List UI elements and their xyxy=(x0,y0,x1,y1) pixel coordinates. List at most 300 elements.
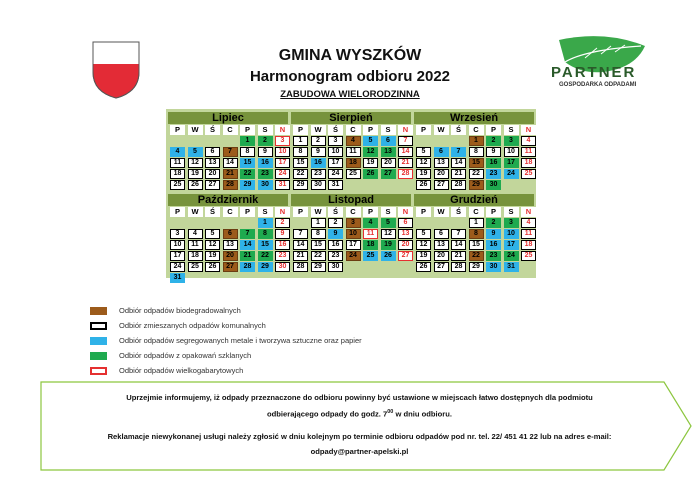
weekday-header: P xyxy=(486,125,501,135)
coat-of-arms-logo xyxy=(91,40,141,100)
day-cell: 17 xyxy=(275,158,290,168)
legend xyxy=(90,303,362,378)
day-cell: 2 xyxy=(258,136,273,146)
weekday-header: W xyxy=(434,125,449,135)
day-cell: 3 xyxy=(170,229,185,239)
empty-cell xyxy=(223,273,238,283)
legend-label: Odbiór odpadów biodegradowalnych xyxy=(119,306,241,315)
day-cell: 27 xyxy=(205,180,220,190)
day-cell: 22 xyxy=(258,251,273,261)
weekday-header: P xyxy=(293,207,308,217)
day-cell: 4 xyxy=(346,136,361,146)
day-cell: 22 xyxy=(469,251,484,261)
legend-item xyxy=(90,363,362,378)
month-august xyxy=(291,112,411,190)
day-cell: 28 xyxy=(293,262,308,272)
weekday-header: Ś xyxy=(205,207,220,217)
weekday-header: N xyxy=(398,125,413,135)
day-cell: 11 xyxy=(363,229,378,239)
day-cell: 21 xyxy=(293,251,308,261)
day-cell: 2 xyxy=(328,218,343,228)
weekday-header: P xyxy=(170,125,185,135)
day-cell: 19 xyxy=(416,251,431,261)
day-cell: 23 xyxy=(258,169,273,179)
day-cell: 5 xyxy=(381,218,396,228)
notice-text xyxy=(52,390,667,459)
day-cell: 24 xyxy=(328,169,343,179)
day-cell: 25 xyxy=(170,180,185,190)
day-cell: 8 xyxy=(469,229,484,239)
weekday-header: P xyxy=(240,207,255,217)
legend-label: Odbiór odpadów segregowanych metale i tworzywa sztuczne oraz papier xyxy=(119,336,362,345)
day-cell: 2 xyxy=(486,136,501,146)
empty-cell xyxy=(346,180,361,190)
month-name: Październik xyxy=(168,194,288,206)
day-cell: 31 xyxy=(275,180,290,190)
day-cell: 6 xyxy=(434,147,449,157)
weekday-header: P xyxy=(486,207,501,217)
day-cell: 11 xyxy=(521,229,536,239)
empty-cell xyxy=(205,273,220,283)
day-cell: 6 xyxy=(205,147,220,157)
day-cell: 24 xyxy=(346,251,361,261)
day-cell: 30 xyxy=(486,180,501,190)
day-cell: 24 xyxy=(170,262,185,272)
weekday-header: S xyxy=(381,125,396,135)
day-cell: 3 xyxy=(346,218,361,228)
day-cell: 23 xyxy=(486,251,501,261)
day-cell: 30 xyxy=(328,262,343,272)
day-cell: 26 xyxy=(205,262,220,272)
day-cell: 11 xyxy=(346,147,361,157)
day-cell: 12 xyxy=(381,229,396,239)
day-cell: 27 xyxy=(381,169,396,179)
partner-tagline: GOSPODARKA ODPADAMI xyxy=(559,82,637,88)
weekday-header: S xyxy=(504,207,519,217)
day-cell: 3 xyxy=(275,136,290,146)
empty-cell xyxy=(504,180,519,190)
day-cell: 5 xyxy=(188,147,203,157)
notice-line: Reklamacje niewykonanej usługi należy zgłosić w dniu kolejnym po terminie odbioru odpadów pod nr. tel. 22/ 451 41 22 lub na adres e-mail: xyxy=(107,431,612,441)
empty-cell xyxy=(416,218,431,228)
empty-cell xyxy=(363,262,378,272)
day-cell: 5 xyxy=(416,229,431,239)
day-cell: 28 xyxy=(398,169,413,179)
day-cell: 24 xyxy=(504,169,519,179)
day-cell: 4 xyxy=(170,147,185,157)
weekday-header: C xyxy=(223,125,238,135)
day-cell: 18 xyxy=(170,169,185,179)
weekday-header: W xyxy=(311,207,326,217)
day-cell: 28 xyxy=(451,262,466,272)
empty-cell xyxy=(363,180,378,190)
empty-cell xyxy=(451,218,466,228)
empty-cell xyxy=(205,218,220,228)
day-cell: 28 xyxy=(451,180,466,190)
month-name: Grudzień xyxy=(414,194,534,206)
weekday-header: P xyxy=(363,125,378,135)
empty-cell xyxy=(205,136,220,146)
day-cell: 30 xyxy=(486,262,501,272)
legend-item xyxy=(90,303,362,318)
empty-cell xyxy=(346,262,361,272)
day-cell: 13 xyxy=(381,147,396,157)
weekday-header: N xyxy=(275,207,290,217)
day-cell: 19 xyxy=(188,169,203,179)
day-cell: 15 xyxy=(240,158,255,168)
empty-cell xyxy=(188,136,203,146)
day-cell: 19 xyxy=(416,169,431,179)
month-september xyxy=(414,112,534,190)
empty-cell xyxy=(223,218,238,228)
empty-cell xyxy=(240,218,255,228)
day-cell: 25 xyxy=(521,251,536,261)
weekday-header: C xyxy=(469,207,484,217)
weekday-header: P xyxy=(170,207,185,217)
day-cell: 7 xyxy=(240,229,255,239)
day-cell: 25 xyxy=(521,169,536,179)
day-cell: 7 xyxy=(451,229,466,239)
day-cell: 26 xyxy=(188,180,203,190)
day-cell: 10 xyxy=(504,147,519,157)
day-cell: 12 xyxy=(205,240,220,250)
day-cell: 31 xyxy=(170,273,185,283)
weekday-header: C xyxy=(346,125,361,135)
day-cell: 7 xyxy=(398,136,413,146)
weekday-header: Ś xyxy=(328,125,343,135)
green-swatch-icon xyxy=(90,352,107,360)
day-cell: 29 xyxy=(240,180,255,190)
day-cell: 26 xyxy=(381,251,396,261)
day-cell: 28 xyxy=(240,262,255,272)
empty-cell xyxy=(416,136,431,146)
empty-cell xyxy=(275,273,290,283)
empty-cell xyxy=(434,218,449,228)
weekday-header: Ś xyxy=(205,125,220,135)
day-cell: 10 xyxy=(170,240,185,250)
day-cell: 25 xyxy=(363,251,378,261)
day-cell: 1 xyxy=(469,218,484,228)
day-cell: 27 xyxy=(434,180,449,190)
day-cell: 13 xyxy=(434,158,449,168)
day-cell: 16 xyxy=(311,158,326,168)
month-october xyxy=(168,194,288,283)
section-title: ZABUDOWA WIELORODZINNA xyxy=(280,89,420,100)
empty-cell xyxy=(381,262,396,272)
day-cell: 14 xyxy=(451,240,466,250)
day-cell: 18 xyxy=(363,240,378,250)
legend-item xyxy=(90,348,362,363)
day-cell: 4 xyxy=(188,229,203,239)
empty-cell xyxy=(398,262,413,272)
day-cell: 20 xyxy=(398,240,413,250)
day-cell: 15 xyxy=(469,240,484,250)
weekday-header: Ś xyxy=(451,207,466,217)
day-cell: 17 xyxy=(170,251,185,261)
day-cell: 6 xyxy=(381,136,396,146)
day-cell: 8 xyxy=(469,147,484,157)
day-cell: 21 xyxy=(398,158,413,168)
day-cell: 4 xyxy=(521,218,536,228)
day-cell: 23 xyxy=(328,251,343,261)
calendar-grid xyxy=(166,109,536,281)
day-cell: 27 xyxy=(223,262,238,272)
day-cell: 20 xyxy=(223,251,238,261)
day-cell: 22 xyxy=(469,169,484,179)
empty-cell xyxy=(188,218,203,228)
day-cell: 17 xyxy=(346,240,361,250)
weekday-header: W xyxy=(311,125,326,135)
day-cell: 9 xyxy=(258,147,273,157)
day-cell: 1 xyxy=(311,218,326,228)
day-cell: 23 xyxy=(275,251,290,261)
month-name: Listopad xyxy=(291,194,411,206)
weekday-header: S xyxy=(258,207,273,217)
day-cell: 13 xyxy=(434,240,449,250)
day-cell: 21 xyxy=(451,251,466,261)
day-cell: 15 xyxy=(258,240,273,250)
day-cell: 10 xyxy=(346,229,361,239)
day-cell: 14 xyxy=(240,240,255,250)
empty-cell xyxy=(293,218,308,228)
day-cell: 13 xyxy=(398,229,413,239)
weekday-header: P xyxy=(416,207,431,217)
month-name: Wrzesień xyxy=(414,112,534,124)
empty-cell xyxy=(398,180,413,190)
weekday-header: N xyxy=(521,207,536,217)
day-cell: 17 xyxy=(328,158,343,168)
day-cell: 29 xyxy=(293,180,308,190)
day-cell: 21 xyxy=(240,251,255,261)
day-cell: 7 xyxy=(223,147,238,157)
day-cell: 10 xyxy=(328,147,343,157)
day-cell: 12 xyxy=(416,158,431,168)
day-cell: 18 xyxy=(521,158,536,168)
month-name: Lipiec xyxy=(168,112,288,124)
day-cell: 22 xyxy=(311,251,326,261)
day-cell: 11 xyxy=(188,240,203,250)
day-cell: 2 xyxy=(275,218,290,228)
day-cell: 5 xyxy=(205,229,220,239)
weekday-header: P xyxy=(363,207,378,217)
day-cell: 7 xyxy=(293,229,308,239)
day-cell: 16 xyxy=(486,240,501,250)
day-cell: 9 xyxy=(275,229,290,239)
partner-brand: PARTNER xyxy=(551,64,637,81)
day-cell: 10 xyxy=(504,229,519,239)
day-cell: 24 xyxy=(504,251,519,261)
empty-cell xyxy=(170,218,185,228)
day-cell: 5 xyxy=(416,147,431,157)
day-cell: 25 xyxy=(188,262,203,272)
weekday-header: W xyxy=(188,207,203,217)
day-cell: 1 xyxy=(469,136,484,146)
day-cell: 23 xyxy=(486,169,501,179)
day-cell: 11 xyxy=(521,147,536,157)
day-cell: 9 xyxy=(311,147,326,157)
day-cell: 28 xyxy=(223,180,238,190)
red-frame-swatch-icon xyxy=(90,367,107,375)
day-cell: 11 xyxy=(170,158,185,168)
day-cell: 8 xyxy=(240,147,255,157)
day-cell: 19 xyxy=(205,251,220,261)
month-name: Sierpień xyxy=(291,112,411,124)
month-july xyxy=(168,112,288,190)
day-cell: 4 xyxy=(521,136,536,146)
day-cell: 18 xyxy=(521,240,536,250)
day-cell: 16 xyxy=(258,158,273,168)
empty-cell xyxy=(170,136,185,146)
day-cell: 20 xyxy=(205,169,220,179)
day-cell: 30 xyxy=(275,262,290,272)
day-cell: 14 xyxy=(293,240,308,250)
day-cell: 8 xyxy=(293,147,308,157)
empty-cell xyxy=(381,180,396,190)
day-cell: 6 xyxy=(398,218,413,228)
day-cell: 29 xyxy=(469,262,484,272)
day-cell: 21 xyxy=(451,169,466,179)
weekday-header: C xyxy=(469,125,484,135)
empty-cell xyxy=(451,136,466,146)
weekday-header: S xyxy=(381,207,396,217)
day-cell: 14 xyxy=(398,147,413,157)
schedule-title: Harmonogram odbioru 2022 xyxy=(249,68,451,85)
weekday-header: P xyxy=(416,125,431,135)
day-cell: 23 xyxy=(311,169,326,179)
brown-swatch-icon xyxy=(90,307,107,315)
day-cell: 16 xyxy=(275,240,290,250)
day-cell: 2 xyxy=(311,136,326,146)
day-cell: 3 xyxy=(328,136,343,146)
weekday-header: Ś xyxy=(451,125,466,135)
weekday-header: S xyxy=(258,125,273,135)
day-cell: 14 xyxy=(451,158,466,168)
day-cell: 20 xyxy=(434,169,449,179)
day-cell: 3 xyxy=(504,218,519,228)
day-cell: 20 xyxy=(381,158,396,168)
empty-cell xyxy=(521,262,536,272)
notice-email: odpady@partner-apelski.pl xyxy=(310,446,409,456)
day-cell: 1 xyxy=(240,136,255,146)
day-cell: 26 xyxy=(416,180,431,190)
day-cell: 30 xyxy=(311,180,326,190)
day-cell: 22 xyxy=(293,169,308,179)
day-cell: 4 xyxy=(363,218,378,228)
day-cell: 6 xyxy=(223,229,238,239)
notice-box xyxy=(40,381,692,471)
legend-label: Odbiór zmieszanych odpadów komunalnych xyxy=(119,321,266,330)
weekday-header: Ś xyxy=(328,207,343,217)
day-cell: 26 xyxy=(363,169,378,179)
day-cell: 1 xyxy=(258,218,273,228)
day-cell: 5 xyxy=(363,136,378,146)
day-cell: 13 xyxy=(223,240,238,250)
empty-cell xyxy=(188,273,203,283)
day-cell: 12 xyxy=(363,147,378,157)
day-cell: 29 xyxy=(258,262,273,272)
weekday-header: N xyxy=(275,125,290,135)
black-frame-swatch-icon xyxy=(90,322,107,330)
day-cell: 14 xyxy=(223,158,238,168)
day-cell: 15 xyxy=(469,158,484,168)
day-cell: 29 xyxy=(469,180,484,190)
empty-cell xyxy=(223,136,238,146)
empty-cell xyxy=(521,180,536,190)
day-cell: 15 xyxy=(311,240,326,250)
day-cell: 17 xyxy=(504,158,519,168)
weekday-header: P xyxy=(240,125,255,135)
day-cell: 1 xyxy=(293,136,308,146)
legend-item xyxy=(90,333,362,348)
blue-swatch-icon xyxy=(90,337,107,345)
empty-cell xyxy=(240,273,255,283)
day-cell: 7 xyxy=(451,147,466,157)
day-cell: 27 xyxy=(434,262,449,272)
month-december xyxy=(414,194,534,272)
day-cell: 12 xyxy=(416,240,431,250)
day-cell: 9 xyxy=(328,229,343,239)
weekday-header: C xyxy=(346,207,361,217)
day-cell: 10 xyxy=(275,147,290,157)
partner-logo xyxy=(545,32,655,102)
empty-cell xyxy=(434,136,449,146)
day-cell: 8 xyxy=(311,229,326,239)
day-cell: 9 xyxy=(486,147,501,157)
day-cell: 19 xyxy=(363,158,378,168)
weekday-header: N xyxy=(398,207,413,217)
day-cell: 27 xyxy=(398,251,413,261)
day-cell: 17 xyxy=(504,240,519,250)
day-cell: 29 xyxy=(311,262,326,272)
notice-line: Uprzejmie informujemy, iż odpady przeznaczone do odbioru powinny być ustawione w miejscach łatwo dostępnych dla podmiotu xyxy=(126,393,593,402)
legend-item xyxy=(90,318,362,333)
day-cell: 2 xyxy=(486,218,501,228)
day-cell: 22 xyxy=(240,169,255,179)
legend-label: Odbiór odpadów wielkogabarytowych xyxy=(119,366,244,375)
weekday-header: W xyxy=(434,207,449,217)
legend-label: Odbiór odpadów z opakowań szklanych xyxy=(119,351,252,360)
notice-line: odbierającego odpady do godz. $7^{00}$ w dniu odbioru. xyxy=(266,409,452,419)
day-cell: 21 xyxy=(223,169,238,179)
day-cell: 3 xyxy=(504,136,519,146)
day-cell: 9 xyxy=(486,229,501,239)
day-cell: 24 xyxy=(275,169,290,179)
day-cell: 18 xyxy=(188,251,203,261)
day-cell: 18 xyxy=(346,158,361,168)
day-cell: 16 xyxy=(328,240,343,250)
municipality-title: GMINA WYSZKÓW xyxy=(278,47,422,64)
day-cell: 12 xyxy=(188,158,203,168)
weekday-header: N xyxy=(521,125,536,135)
day-cell: 13 xyxy=(205,158,220,168)
day-cell: 25 xyxy=(346,169,361,179)
weekday-header: S xyxy=(504,125,519,135)
day-cell: 30 xyxy=(258,180,273,190)
weekday-header: W xyxy=(188,125,203,135)
day-cell: 31 xyxy=(328,180,343,190)
day-cell: 20 xyxy=(434,251,449,261)
day-cell: 6 xyxy=(434,229,449,239)
day-cell: 8 xyxy=(258,229,273,239)
day-cell: 15 xyxy=(293,158,308,168)
day-cell: 26 xyxy=(416,262,431,272)
weekday-header: C xyxy=(223,207,238,217)
weekday-header: P xyxy=(293,125,308,135)
day-cell: 31 xyxy=(504,262,519,272)
month-november xyxy=(291,194,411,272)
empty-cell xyxy=(258,273,273,283)
day-cell: 19 xyxy=(381,240,396,250)
